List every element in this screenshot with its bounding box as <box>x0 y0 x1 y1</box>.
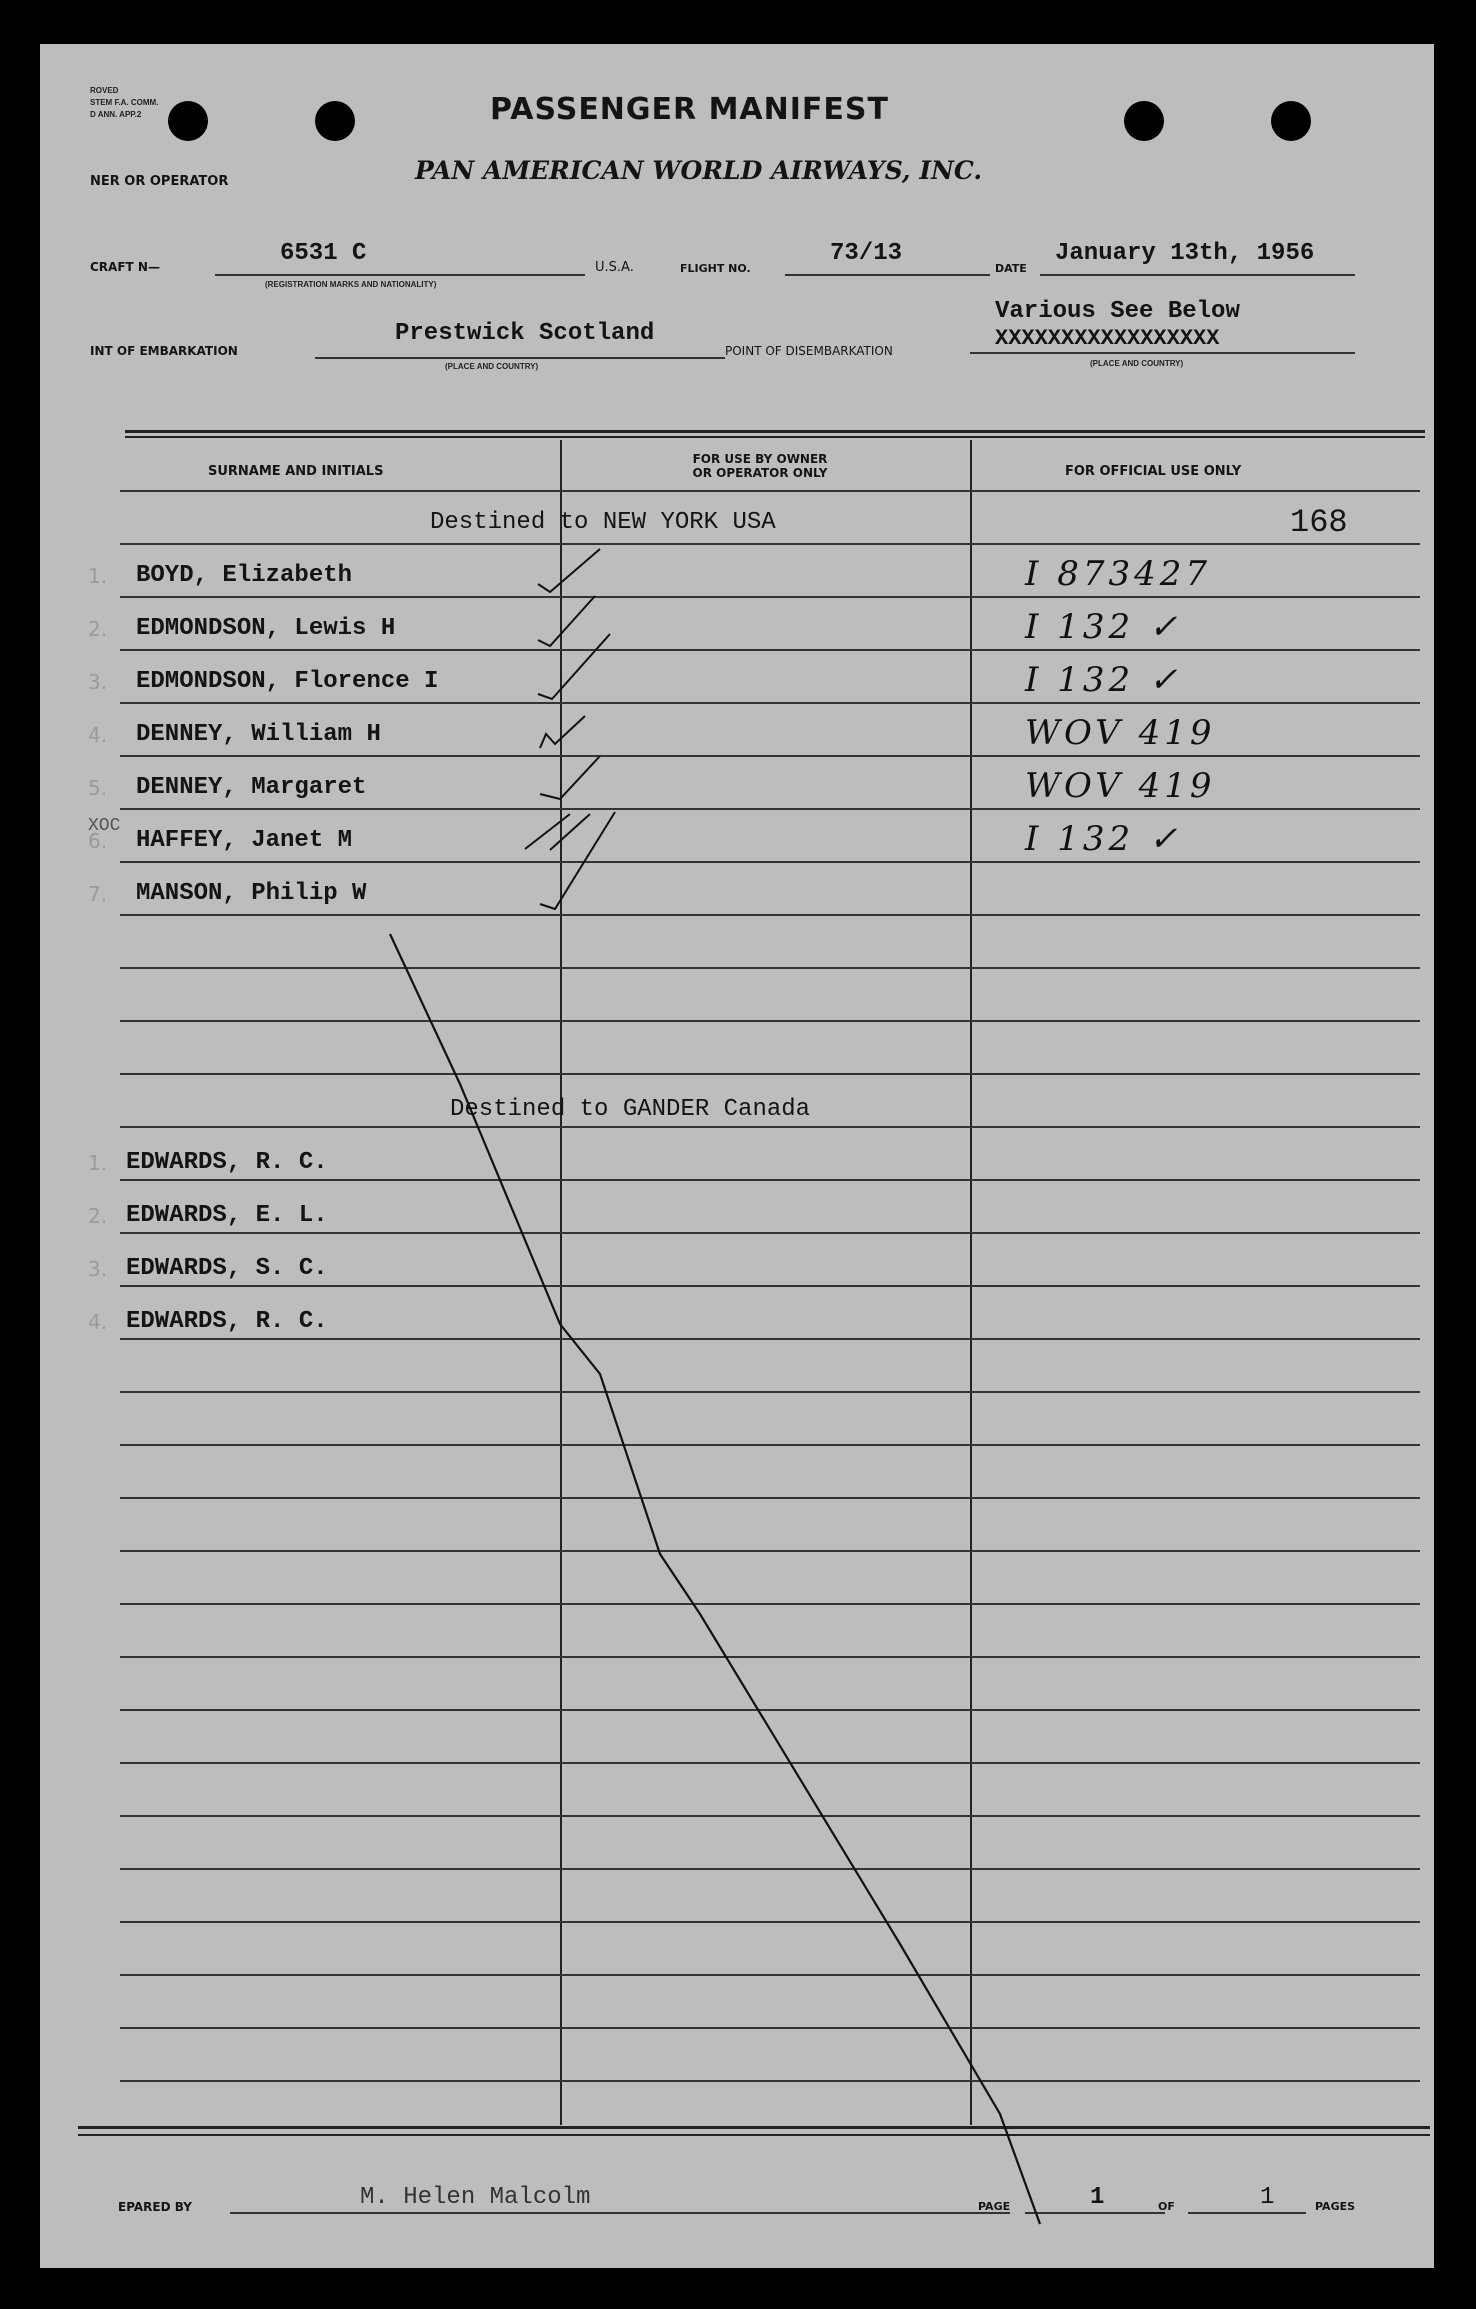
passenger-name: BOYD, Elizabeth <box>136 562 353 589</box>
row-number: 4. <box>88 723 108 747</box>
row-number: 2. <box>88 617 108 641</box>
passenger-name: EDWARDS, S. C. <box>126 1255 328 1282</box>
official-entry: I 132 ✓ <box>1025 660 1182 700</box>
page-number: 1 <box>1090 2184 1105 2211</box>
flight-no-value: 73/13 <box>830 240 903 267</box>
row6-mark: XOC <box>88 816 121 836</box>
pages-label: PAGES <box>1315 2200 1356 2213</box>
passenger-name: EDMONDSON, Florence I <box>136 668 439 695</box>
official-entry: WOV 419 <box>1025 766 1216 806</box>
embarkation-value: Prestwick Scotland <box>395 320 655 347</box>
passenger-name: HAFFEY, Janet M <box>136 827 353 854</box>
manifest-sheet <box>40 44 1434 2268</box>
date-value: January 13th, 1956 <box>1055 240 1315 267</box>
official-entry: WOV 419 <box>1025 713 1216 753</box>
col-header-name: SURNAME AND INITIALS <box>208 464 384 479</box>
of-label: OF <box>1158 2200 1175 2213</box>
official-count: 168 <box>1290 504 1348 541</box>
owner-label: NER OR OPERATOR <box>90 174 229 189</box>
approval-line-3: D ANN. APP.2 <box>90 110 142 119</box>
embarkation-caption: (PLACE AND COUNTRY) <box>445 362 539 371</box>
approval-line-2: STEM F.A. COMM. <box>90 98 159 107</box>
row-number: 2. <box>88 1204 108 1228</box>
disembarkation-caption: (PLACE AND COUNTRY) <box>1090 359 1184 368</box>
section-heading-new-york: Destined to NEW YORK USA <box>430 509 776 536</box>
row-number: 6. <box>88 829 108 853</box>
disembarkation-struck: XXXXXXXXXXXXXXXXX <box>995 326 1220 351</box>
aircraft-label: CRAFT N— <box>90 260 160 274</box>
passenger-name: DENNEY, Margaret <box>136 774 367 801</box>
approval-line-1: ROVED <box>90 86 119 95</box>
passenger-name: MANSON, Philip W <box>136 880 367 907</box>
passenger-name: EDWARDS, E. L. <box>126 1202 328 1229</box>
row-number: 5. <box>88 776 108 800</box>
date-label: DATE <box>995 262 1027 275</box>
row-number: 7. <box>88 882 108 906</box>
total-pages: 1 <box>1260 2184 1275 2211</box>
section-heading-gander: Destined to GANDER Canada <box>450 1096 811 1123</box>
passenger-name: EDWARDS, R. C. <box>126 1149 328 1176</box>
prepared-by-label: EPARED BY <box>118 2200 192 2214</box>
passenger-name: EDMONDSON, Lewis H <box>136 615 396 642</box>
usa-label: U.S.A. <box>595 260 634 275</box>
flight-no-label: FLIGHT NO. <box>680 262 751 275</box>
airline-name: PAN AMERICAN WORLD AIRWAYS, INC. <box>415 156 983 185</box>
pen-marks <box>40 44 1434 2268</box>
row-number: 1. <box>88 1151 108 1175</box>
row-number: 3. <box>88 1257 108 1281</box>
row-number: 3. <box>88 670 108 694</box>
row-number: 1. <box>88 564 108 588</box>
page-title: PASSENGER MANIFEST <box>490 92 889 127</box>
page-label: PAGE <box>978 2200 1011 2213</box>
aircraft-value: 6531 C <box>280 240 367 267</box>
official-entry: I 132 ✓ <box>1025 607 1182 647</box>
passenger-name: EDWARDS, R. C. <box>126 1308 328 1335</box>
aircraft-caption: (REGISTRATION MARKS AND NATIONALITY) <box>265 280 437 289</box>
official-entry: I 873427 <box>1025 554 1212 594</box>
passenger-name: DENNEY, William H <box>136 721 381 748</box>
disembarkation-label: POINT OF DISEMBARKATION <box>725 344 893 358</box>
col-header-owner: FOR USE BY OWNER OR OPERATOR ONLY <box>692 452 828 480</box>
strike-line <box>390 934 1040 2224</box>
row-number: 4. <box>88 1310 108 1334</box>
prepared-by-value: M. Helen Malcolm <box>360 2184 591 2211</box>
col-header-official: FOR OFFICIAL USE ONLY <box>1065 464 1242 479</box>
check-marks <box>525 549 615 909</box>
embarkation-label: INT OF EMBARKATION <box>90 344 238 358</box>
disembarkation-value: Various See Below <box>995 298 1240 325</box>
official-entry: I 132 ✓ <box>1025 819 1182 859</box>
